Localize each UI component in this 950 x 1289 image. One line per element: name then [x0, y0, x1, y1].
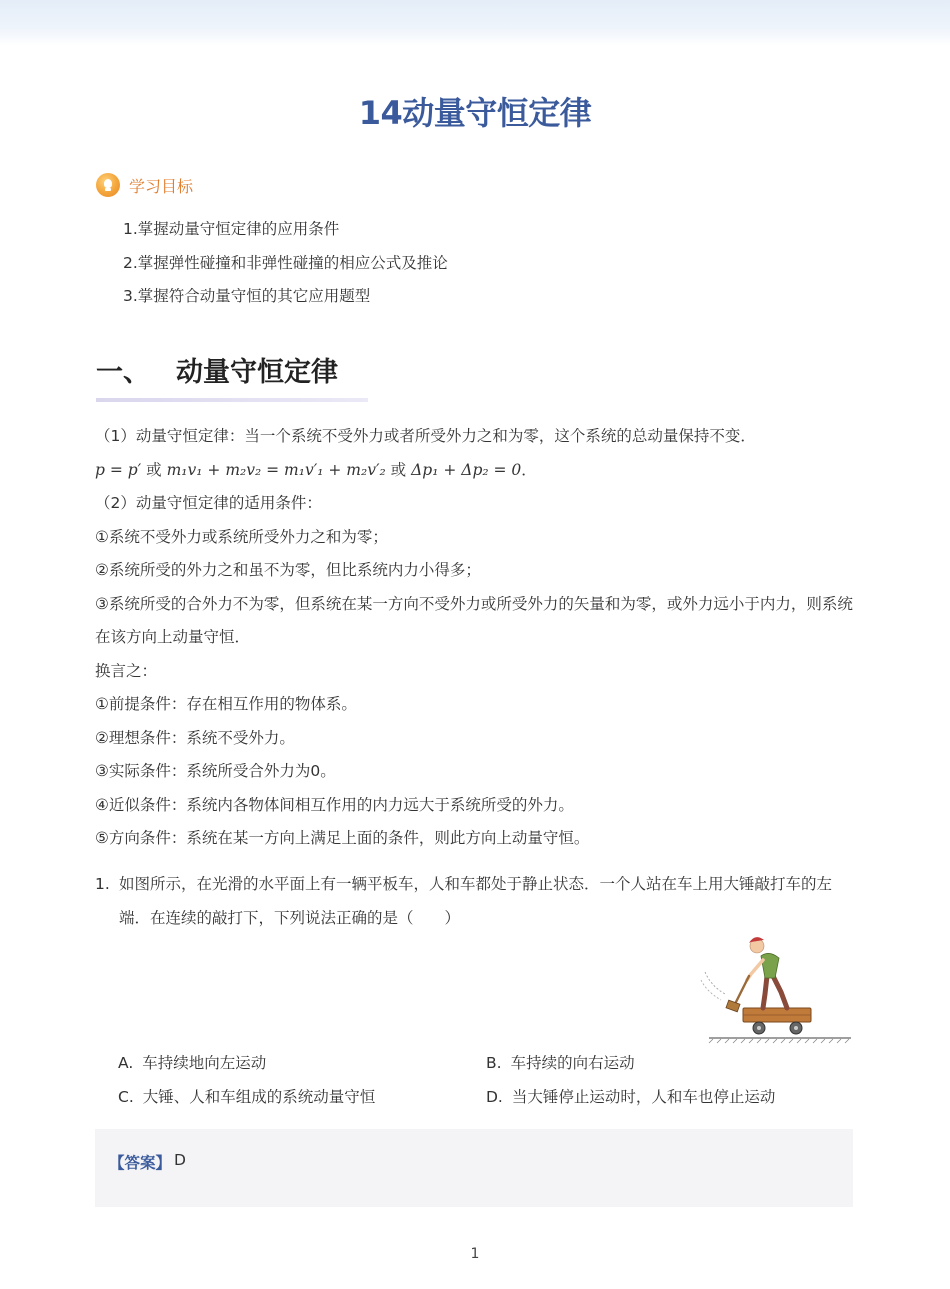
formula-momentum: p = p′ [95, 460, 142, 479]
condition-item: ③系统所受的合外力不为零，但系统在某一方向不受外力或所受外力的矢量和为零，或外力远小于内力，则系统在该方向上动量守恒． [95, 594, 853, 646]
option-text: 当大锤停止运动时，人和车也停止运动 [511, 1088, 776, 1106]
option-letter: B. [486, 1054, 502, 1072]
answer-box [95, 1129, 853, 1207]
learning-goal-item: 1.掌握动量守恒定律的应用条件 [123, 220, 340, 238]
learning-goal-item: 2.掌握弹性碰撞和非弹性碰撞的相应公式及推论 [123, 253, 448, 272]
question-number: 1. [95, 875, 110, 893]
option-text: 车持续的向右运动 [510, 1054, 635, 1072]
option-c[interactable] [118, 1081, 375, 1114]
option-text: 大锤、人和车组成的系统动量守恒 [142, 1088, 376, 1106]
summary-item: ①前提条件：存在相互作用的物体系。 [95, 695, 357, 713]
summary-item: ②理想条件：系统不受外力。 [95, 728, 295, 747]
section-heading [96, 350, 338, 389]
formula-line [95, 454, 855, 488]
summary-item: ④近似条件：系统内各物体间相互作用的内力远大于系统所受的外力。 [95, 795, 574, 814]
section-title: 动量守恒定律 [176, 357, 338, 388]
condition-item: ①系统不受外力或系统所受外力之和为零； [95, 527, 388, 546]
option-letter: D. [486, 1088, 503, 1106]
section-content [95, 420, 855, 856]
cart-figure-illustration [695, 928, 855, 1044]
definition-paragraph: （1）动量守恒定律：当一个系统不受外力或者所受外力之和为零，这个系统的总动量保持不变． [95, 427, 756, 445]
lightbulb-icon [96, 173, 120, 197]
question-1 [95, 868, 855, 935]
answer-value: D [174, 1151, 186, 1169]
question-text-line [95, 868, 855, 935]
option-a[interactable] [118, 1047, 266, 1080]
option-text: 车持续地向左运动 [142, 1054, 267, 1072]
in-other-words: 换言之： [95, 661, 158, 680]
header-band [0, 0, 950, 46]
formula-or: 或 [146, 460, 162, 479]
section-underline [96, 398, 368, 402]
condition-item: ②系统所受的外力之和虽不为零，但比系统内力小得多； [95, 561, 481, 579]
page-number: 1 [470, 1246, 480, 1262]
formula-period: ． [521, 460, 537, 479]
summary-item: ③实际条件：系统所受合外力为0。 [95, 762, 336, 780]
option-b[interactable] [486, 1047, 635, 1080]
formula-masses-velocities: m₁v₁ + m₂v₂ = m₁v′₁ + m₂v′₂ [166, 460, 386, 479]
question-text: 如图所示，在光滑的水平面上有一辆平板车，人和车都处于静止状态．一个人站在车上用大锤敲打车的左端．在连续的敲打下，下列说法正确的是（ ） [119, 875, 833, 927]
learning-goals-list [123, 216, 448, 317]
formula-delta: Δp₁ + Δp₂ = 0 [411, 460, 522, 479]
learning-goals-header [96, 172, 193, 198]
learning-goal-item: 3.掌握符合动量守恒的其它应用题型 [123, 287, 371, 305]
option-letter: A. [118, 1054, 134, 1072]
formula-or: 或 [390, 460, 407, 479]
option-letter: C. [118, 1088, 134, 1106]
summary-item: ⑤方向条件：系统在某一方向上满足上面的条件，则此方向上动量守恒。 [95, 829, 590, 847]
document-title: 14动量守恒定律 [358, 94, 592, 132]
answer-label: 【答案】 [109, 1154, 172, 1172]
learning-goals-label: 学习目标 [129, 176, 194, 196]
section-number: 一、 [96, 357, 150, 388]
option-d[interactable] [486, 1081, 775, 1114]
conditions-title: （2）动量守恒定律的适用条件： [95, 494, 322, 512]
